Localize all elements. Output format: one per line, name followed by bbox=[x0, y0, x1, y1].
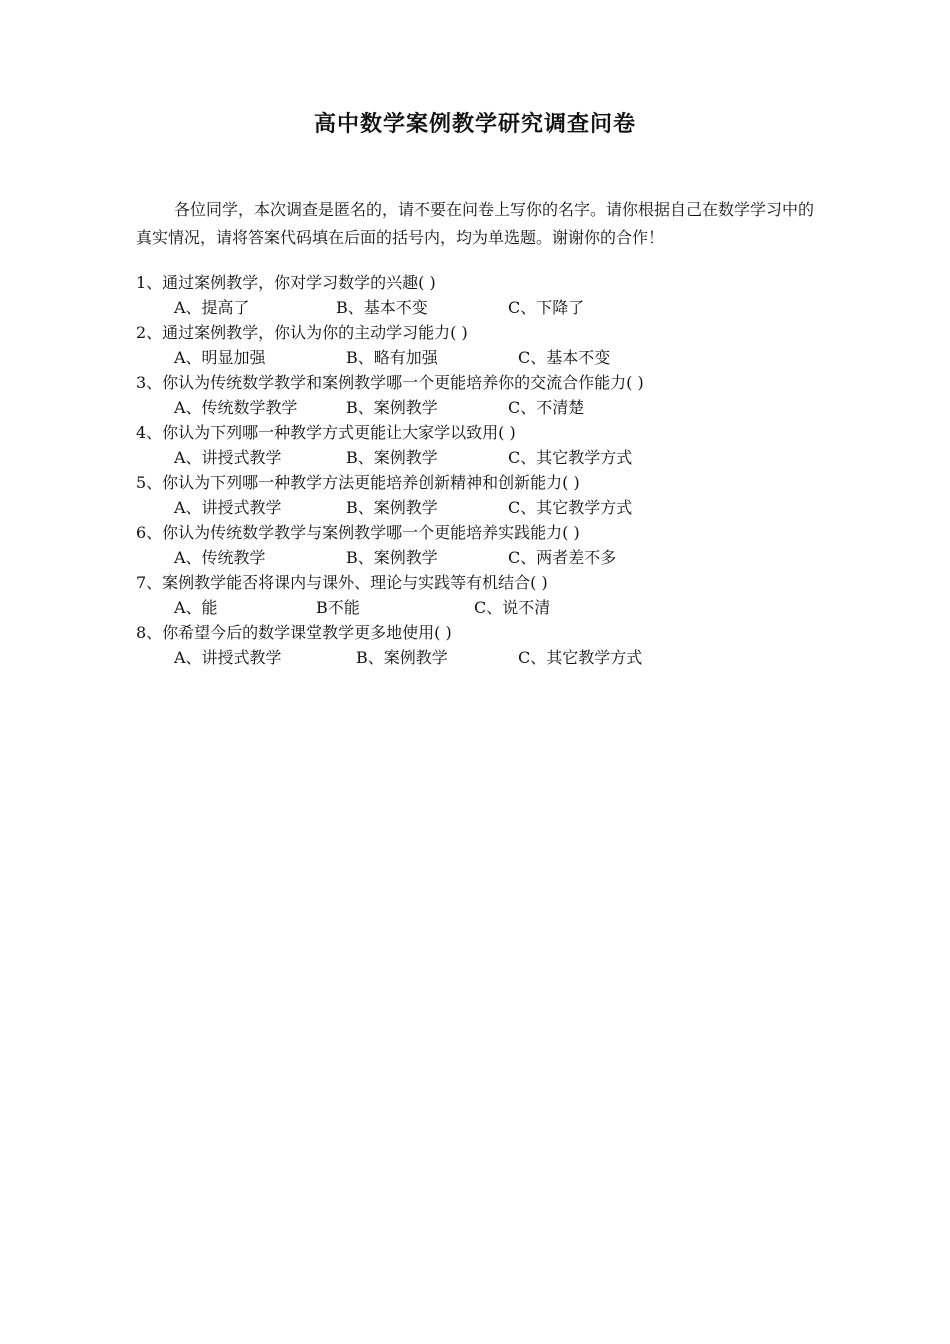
question-1 bbox=[136, 270, 826, 320]
question-options bbox=[136, 395, 826, 420]
question-options bbox=[136, 445, 826, 470]
option-b: B、案例教学 bbox=[346, 498, 438, 517]
question-text: 8、你希望今后的数学课堂教学更多地使用( ) bbox=[136, 623, 452, 642]
question-text: 7、案例教学能否将课内与课外、理论与实践等有机结合( ) bbox=[136, 573, 548, 592]
question-3 bbox=[136, 370, 826, 420]
option-c: C、不清楚 bbox=[508, 398, 585, 417]
option-b: B、案例教学 bbox=[346, 548, 438, 567]
option-b: B、基本不变 bbox=[336, 298, 428, 317]
question-text: 1、通过案例教学，你对学习数学的兴趣( ) bbox=[136, 273, 436, 292]
question-options bbox=[136, 645, 826, 670]
option-a: A、传统数学教学 bbox=[174, 398, 298, 417]
option-a: A、讲授式教学 bbox=[174, 498, 282, 517]
option-a: A、明显加强 bbox=[174, 348, 266, 367]
option-c: C、两者差不多 bbox=[508, 548, 617, 567]
question-text: 6、你认为传统数学教学与案例教学哪一个更能培养实践能力( ) bbox=[136, 523, 580, 542]
option-b: B、案例教学 bbox=[346, 398, 438, 417]
question-7 bbox=[136, 570, 826, 620]
question-options bbox=[136, 345, 826, 370]
question-5 bbox=[136, 470, 826, 520]
question-6 bbox=[136, 520, 826, 570]
question-text: 3、你认为传统数学教学和案例教学哪一个更能培养你的交流合作能力( ) bbox=[136, 373, 644, 392]
question-text: 2、通过案例教学，你认为你的主动学习能力( ) bbox=[136, 323, 468, 342]
option-c: C、其它教学方式 bbox=[508, 498, 633, 517]
option-c: C、基本不变 bbox=[518, 348, 611, 367]
question-text: 4、你认为下列哪一种教学方式更能让大家学以致用( ) bbox=[136, 423, 516, 442]
page-title: 高中数学案例教学研究调查问卷 bbox=[313, 111, 636, 137]
option-c: C、其它教学方式 bbox=[518, 648, 643, 667]
option-a: A、能 bbox=[174, 598, 218, 617]
option-c: C、下降了 bbox=[508, 298, 585, 317]
option-b: B、案例教学 bbox=[356, 648, 448, 667]
option-a: A、提高了 bbox=[174, 298, 250, 317]
option-a: A、讲授式教学 bbox=[174, 448, 282, 467]
question-list bbox=[136, 270, 826, 670]
option-c: C、其它教学方式 bbox=[508, 448, 633, 467]
intro-paragraph: 各位同学，本次调查是匿名的，请不要在问卷上写你的名字。请你根据自己在数学学习中的真实情况，请将答案代码填在后面的括号内，均为单选题。谢谢你的合作！ bbox=[136, 200, 815, 247]
question-options bbox=[136, 595, 826, 620]
question-options bbox=[136, 495, 826, 520]
option-a: A、传统教学 bbox=[174, 548, 266, 567]
question-options bbox=[136, 295, 826, 320]
question-options bbox=[136, 545, 826, 570]
option-c: C、说不清 bbox=[474, 598, 551, 617]
option-b: B不能 bbox=[316, 598, 360, 617]
option-b: B、略有加强 bbox=[346, 348, 438, 367]
question-8 bbox=[136, 620, 826, 670]
question-text: 5、你认为下列哪一种教学方法更能培养创新精神和创新能力( ) bbox=[136, 473, 580, 492]
question-4 bbox=[136, 420, 826, 470]
option-b: B、案例教学 bbox=[346, 448, 438, 467]
option-a: A、讲授式教学 bbox=[174, 648, 282, 667]
question-2 bbox=[136, 320, 826, 370]
